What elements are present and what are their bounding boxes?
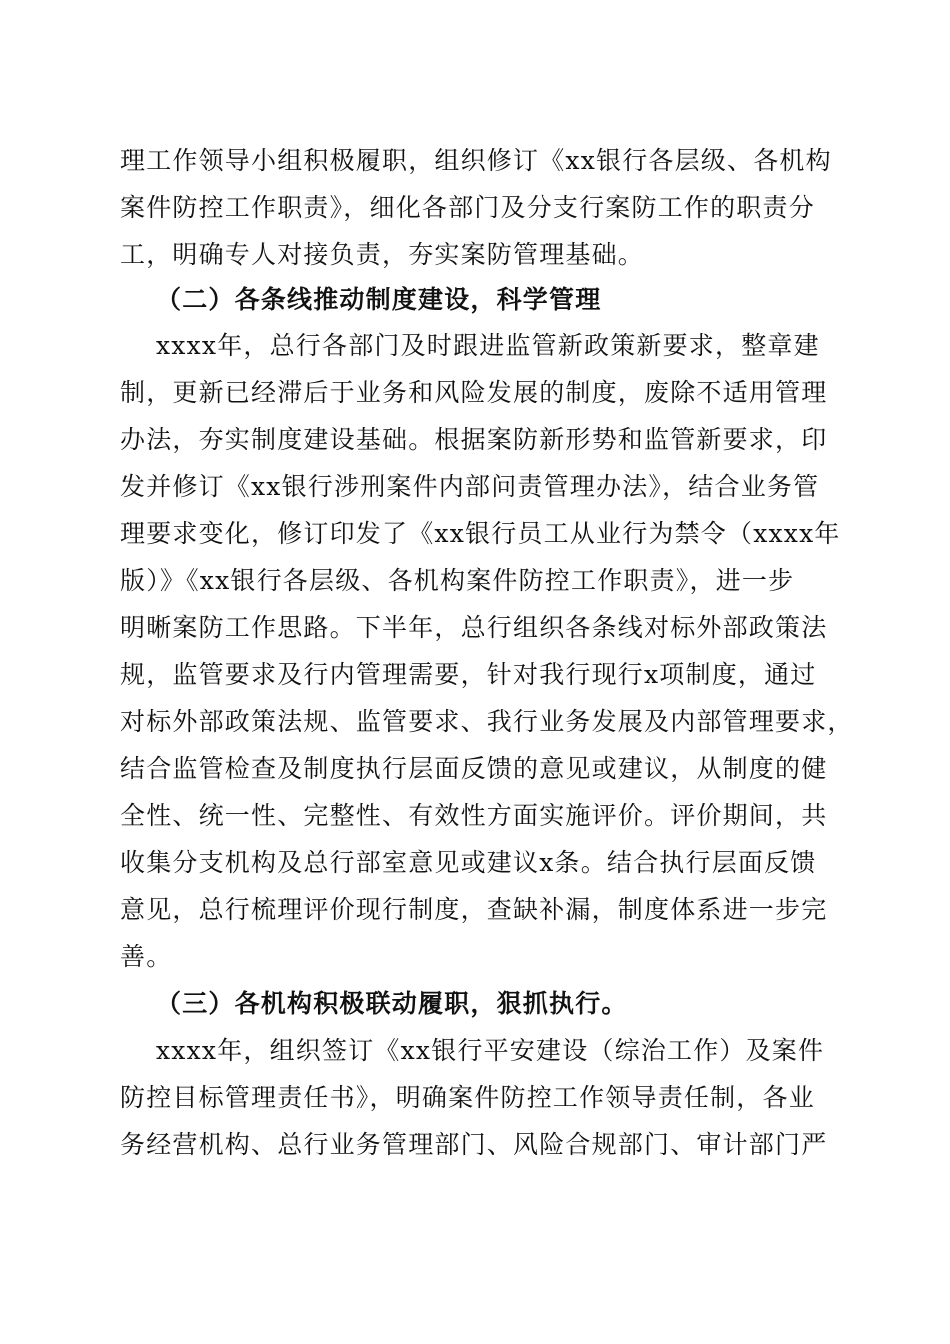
paragraph-3-line-1: xxxx年，组织签订《xx银行平安建设（综治工作）及案件	[156, 1036, 825, 1065]
paragraph-1-line-1: 理工作领导小组积极履职，组织修订《xx银行各层级、各机构	[120, 146, 832, 175]
paragraph-2-line-11: 全性、统一性、完整性、有效性方面实施评价。评价期间，共	[120, 801, 828, 830]
paragraph-2-line-7: 明晰案防工作思路。下半年，总行组织各条线对标外部政策法	[120, 613, 828, 642]
paragraph-2-line-14: 善。	[120, 942, 173, 971]
paragraph-2-line-5: 理要求变化，修订印发了《xx银行员工从业行为禁令（xxxx年	[120, 519, 841, 548]
paragraph-3-line-2: 防控目标管理责任书》，明确案件防控工作领导责任制，各业	[120, 1083, 815, 1112]
paragraph-1-line-3: 工，明确专人对接负责，夯实案防管理基础。	[120, 240, 645, 269]
paragraph-2-line-9: 对标外部政策法规、监管要求、我行业务发展及内部管理要求，	[120, 707, 854, 736]
paragraph-3-line-3: 务经营机构、总行业务管理部门、风险合规部门、审计部门严	[120, 1130, 828, 1159]
paragraph-2-line-2: 制，更新已经滞后于业务和风险发展的制度，废除不适用管理	[120, 378, 828, 407]
paragraph-1-line-2: 案件防控工作职责》，细化各部门及分支行案防工作的职责分	[120, 193, 815, 222]
paragraph-2-line-10: 结合监管检查及制度执行层面反馈的意见或建议，从制度的健	[120, 754, 828, 783]
paragraph-2-line-12: 收集分支机构及总行部室意见或建议x条。结合执行层面反馈	[120, 848, 817, 877]
paragraph-2-line-4: 发并修订《xx银行涉刑案件内部问责管理办法》，结合业务管	[120, 472, 820, 501]
paragraph-2-line-3: 办法，夯实制度建设基础。根据案防新形势和监管新要求，印	[120, 425, 828, 454]
section-heading-3: （三）各机构积极联动履职，狠抓执行。	[156, 989, 628, 1018]
paragraph-2-line-8: 规，监管要求及行内管理需要，针对我行现行x项制度，通过	[120, 660, 817, 689]
section-heading-2: （二）各条线推动制度建设，科学管理	[156, 285, 602, 314]
paragraph-2-line-1: xxxx年，总行各部门及时跟进监管新政策新要求，整章建	[156, 331, 820, 360]
paragraph-2-line-6: 版）》《xx银行各层级、各机构案件防控工作职责》，进一步	[120, 566, 795, 595]
paragraph-2-line-13: 意见，总行梳理评价现行制度，查缺补漏，制度体系进一步完	[120, 895, 828, 924]
